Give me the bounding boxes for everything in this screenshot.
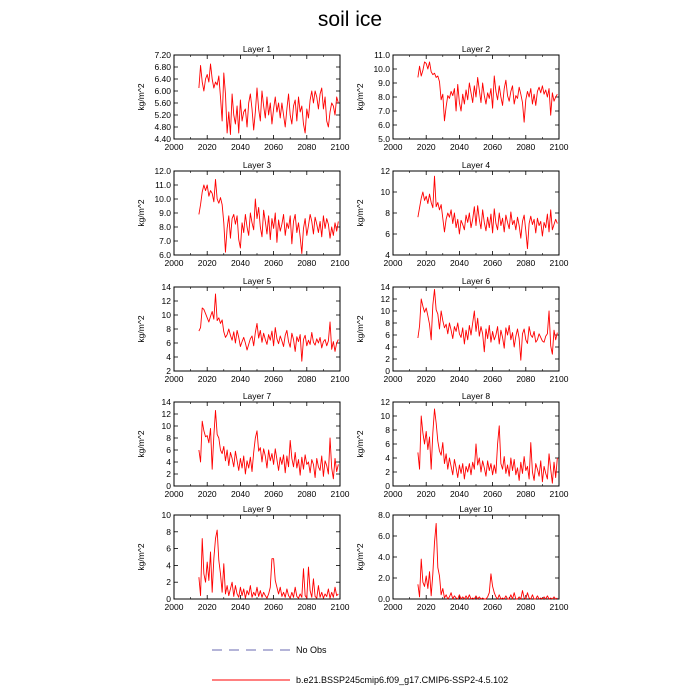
x-tick-label: 2020	[197, 602, 217, 612]
y-tick-label: 2	[166, 366, 171, 376]
x-tick-label: 2020	[416, 602, 436, 612]
x-tick-label: 2060	[483, 489, 503, 499]
chart-panel-8	[355, 391, 569, 499]
panel-title: Layer 3	[242, 160, 272, 170]
y-tick-label: 6	[385, 439, 390, 449]
y-tick-label: 14	[380, 282, 390, 292]
y-tick-label: 4	[385, 250, 390, 260]
panel-title: Layer 4	[461, 160, 491, 170]
x-tick-label: 2100	[330, 602, 350, 612]
x-tick-label: 2060	[264, 602, 284, 612]
y-tick-label: 0	[166, 594, 171, 604]
y-tick-label: 7.0	[159, 236, 171, 246]
x-tick-label: 2080	[516, 142, 536, 152]
x-tick-label: 2060	[483, 258, 503, 268]
y-tick-label: 0	[385, 481, 390, 491]
x-tick-label: 2080	[516, 489, 536, 499]
panel-title: Layer 5	[242, 276, 272, 286]
y-tick-label: 8.0	[378, 92, 390, 102]
y-tick-label: 2	[166, 577, 171, 588]
y-tick-label: 10	[380, 411, 390, 421]
x-tick-label: 2080	[297, 489, 317, 499]
series-line-1	[199, 64, 338, 135]
y-axis-label: kg/m^2	[136, 315, 146, 343]
y-axis-label: kg/m^2	[355, 83, 365, 111]
panel-title: Layer 7	[242, 391, 272, 401]
y-axis-label: kg/m^2	[136, 543, 146, 571]
x-tick-label: 2000	[383, 374, 403, 384]
y-tick-label: 8	[166, 433, 171, 443]
y-tick-label: 8	[385, 425, 390, 435]
y-tick-label: 6	[385, 229, 390, 239]
y-tick-label: 12	[161, 409, 171, 419]
series-line-1	[418, 289, 557, 360]
y-tick-label: 10	[161, 510, 171, 520]
y-tick-label: 5.60	[154, 98, 171, 108]
chart-panel-2	[355, 44, 569, 152]
y-tick-label: 14	[161, 282, 171, 292]
y-tick-label: 0	[166, 481, 171, 491]
y-tick-label: 6.0	[378, 120, 390, 130]
plot-frame	[393, 171, 559, 255]
y-axis-label: kg/m^2	[136, 199, 146, 227]
y-tick-label: 12	[161, 296, 171, 306]
x-tick-label: 2060	[264, 374, 284, 384]
y-tick-label: 7.20	[154, 50, 171, 60]
chart-panels	[136, 44, 569, 612]
x-tick-label: 2040	[449, 602, 469, 612]
y-tick-label: 14	[161, 397, 171, 407]
x-tick-label: 2060	[264, 489, 284, 499]
chart-panel-9	[136, 504, 350, 612]
x-tick-label: 2060	[264, 142, 284, 152]
chart-panel-4	[355, 160, 569, 268]
y-tick-label: 2	[385, 354, 390, 364]
y-tick-label: 10.0	[154, 194, 171, 204]
x-tick-label: 2080	[516, 374, 536, 384]
chart-panel-3	[136, 160, 350, 268]
x-tick-label: 2080	[516, 602, 536, 612]
y-tick-label: 4.80	[154, 122, 171, 132]
x-tick-label: 2020	[197, 374, 217, 384]
series-line-1	[418, 523, 557, 599]
y-tick-label: 0	[385, 366, 390, 376]
y-tick-label: 2.0	[378, 573, 390, 583]
y-tick-label: 9.0	[159, 208, 171, 218]
x-tick-label: 2040	[449, 374, 469, 384]
series-line-1	[199, 179, 338, 253]
y-tick-label: 4	[385, 453, 390, 463]
y-tick-label: 6.40	[154, 74, 171, 84]
x-tick-label: 2040	[230, 258, 250, 268]
y-tick-label: 12	[380, 294, 390, 304]
x-tick-label: 2000	[164, 489, 184, 499]
y-tick-label: 8	[166, 526, 171, 537]
x-tick-label: 2100	[549, 602, 569, 612]
legend	[212, 645, 508, 685]
y-tick-label: 2	[166, 469, 171, 479]
x-tick-label: 2060	[483, 374, 503, 384]
x-tick-label: 2060	[483, 142, 503, 152]
y-tick-label: 11.0	[155, 180, 171, 190]
y-tick-label: 6	[166, 338, 171, 348]
y-tick-label: 8	[166, 324, 171, 334]
x-tick-label: 2080	[297, 374, 317, 384]
series-line-1	[418, 176, 557, 248]
y-tick-label: 10	[380, 306, 390, 316]
legend-obs-label: No Obs	[296, 645, 327, 655]
y-tick-label: 12	[380, 397, 390, 407]
x-tick-label: 2020	[416, 489, 436, 499]
plot-frame	[174, 515, 340, 599]
x-tick-label: 2060	[264, 258, 284, 268]
y-tick-label: 6.0	[159, 250, 171, 260]
x-tick-label: 2100	[330, 489, 350, 499]
x-tick-label: 2040	[230, 374, 250, 384]
y-tick-label: 8	[385, 318, 390, 328]
x-tick-label: 2000	[164, 142, 184, 152]
chart-panel-7	[136, 391, 350, 499]
x-tick-label: 2100	[549, 489, 569, 499]
y-tick-label: 4	[166, 560, 171, 571]
x-tick-label: 2000	[383, 602, 403, 612]
y-tick-label: 10	[380, 187, 390, 197]
x-tick-label: 2040	[449, 489, 469, 499]
y-tick-label: 5.20	[154, 110, 171, 120]
y-tick-label: 8	[385, 208, 390, 218]
x-tick-label: 2080	[297, 602, 317, 612]
y-tick-label: 7.0	[378, 106, 390, 116]
panel-title: Layer 2	[461, 44, 491, 54]
x-tick-label: 2040	[449, 258, 469, 268]
y-tick-label: 6	[385, 330, 390, 340]
plot-frame	[174, 55, 340, 139]
y-tick-label: 12	[380, 166, 390, 176]
y-axis-label: kg/m^2	[136, 83, 146, 111]
y-tick-label: 2	[385, 467, 390, 477]
series-line-1	[199, 410, 338, 478]
chart-panel-5	[136, 276, 350, 384]
x-tick-label: 2080	[297, 258, 317, 268]
x-tick-label: 2100	[549, 374, 569, 384]
series-line-1	[418, 409, 557, 483]
page-title: soil ice	[317, 8, 383, 31]
y-tick-label: 12.0	[154, 166, 171, 176]
y-axis-label: kg/m^2	[355, 199, 365, 227]
y-tick-label: 6.00	[154, 86, 171, 96]
y-tick-label: 0.0	[378, 594, 390, 604]
x-tick-label: 2020	[197, 489, 217, 499]
y-tick-label: 8.0	[378, 510, 390, 520]
y-tick-label: 6.80	[154, 62, 171, 72]
x-tick-label: 2040	[230, 602, 250, 612]
x-tick-label: 2000	[164, 374, 184, 384]
x-tick-label: 2000	[164, 258, 184, 268]
x-tick-label: 2000	[383, 489, 403, 499]
chart-panel-10	[355, 504, 569, 612]
y-tick-label: 4	[166, 352, 171, 362]
legend-model-label: b.e21.BSSP245cmip6.f09_g17.CMIP6-SSP2-4.5.102	[296, 675, 509, 685]
y-tick-label: 9.0	[378, 78, 390, 88]
y-tick-label: 4	[385, 342, 390, 352]
y-axis-label: kg/m^2	[136, 430, 146, 458]
y-tick-label: 8.0	[159, 222, 171, 232]
panel-title: Layer 9	[242, 504, 272, 514]
x-tick-label: 2080	[516, 258, 536, 268]
y-tick-label: 10	[161, 421, 171, 431]
plot-frame	[174, 287, 340, 371]
x-tick-label: 2020	[416, 258, 436, 268]
y-tick-label: 6.0	[378, 531, 390, 541]
x-tick-label: 2100	[330, 258, 350, 268]
x-tick-label: 2020	[197, 258, 217, 268]
x-tick-label: 2100	[549, 142, 569, 152]
x-tick-label: 2100	[549, 258, 569, 268]
y-tick-label: 10	[161, 310, 171, 320]
x-tick-label: 2100	[330, 374, 350, 384]
chart-panel-6	[355, 276, 569, 384]
x-tick-label: 2040	[230, 142, 250, 152]
x-tick-label: 2020	[197, 142, 217, 152]
y-tick-label: 4	[166, 457, 171, 467]
x-tick-label: 2020	[416, 374, 436, 384]
y-axis-label: kg/m^2	[355, 543, 365, 571]
y-tick-label: 6	[166, 445, 171, 455]
x-tick-label: 2000	[383, 142, 403, 152]
panel-title: Layer 1	[242, 44, 272, 54]
series-line-1	[199, 530, 338, 598]
chart-panel-1	[136, 44, 350, 152]
series-line-1	[199, 294, 338, 361]
x-tick-label: 2060	[483, 602, 503, 612]
series-line-1	[418, 62, 557, 122]
x-tick-label: 2000	[383, 258, 403, 268]
y-tick-label: 10.0	[373, 64, 390, 74]
x-tick-label: 2020	[416, 142, 436, 152]
x-tick-label: 2080	[297, 142, 317, 152]
y-tick-label: 5.0	[378, 134, 390, 144]
y-tick-label: 4.0	[378, 552, 390, 562]
x-tick-label: 2000	[164, 602, 184, 612]
y-axis-label: kg/m^2	[355, 430, 365, 458]
y-axis-label: kg/m^2	[355, 315, 365, 343]
y-tick-label: 4.40	[154, 134, 171, 144]
y-tick-label: 6	[166, 543, 171, 554]
panel-title: Layer 10	[459, 504, 493, 514]
x-tick-label: 2040	[230, 489, 250, 499]
panel-title: Layer 8	[461, 391, 491, 401]
y-tick-label: 11.0	[374, 50, 390, 60]
x-tick-label: 2040	[449, 142, 469, 152]
x-tick-label: 2100	[330, 142, 350, 152]
panel-title: Layer 6	[461, 276, 491, 286]
